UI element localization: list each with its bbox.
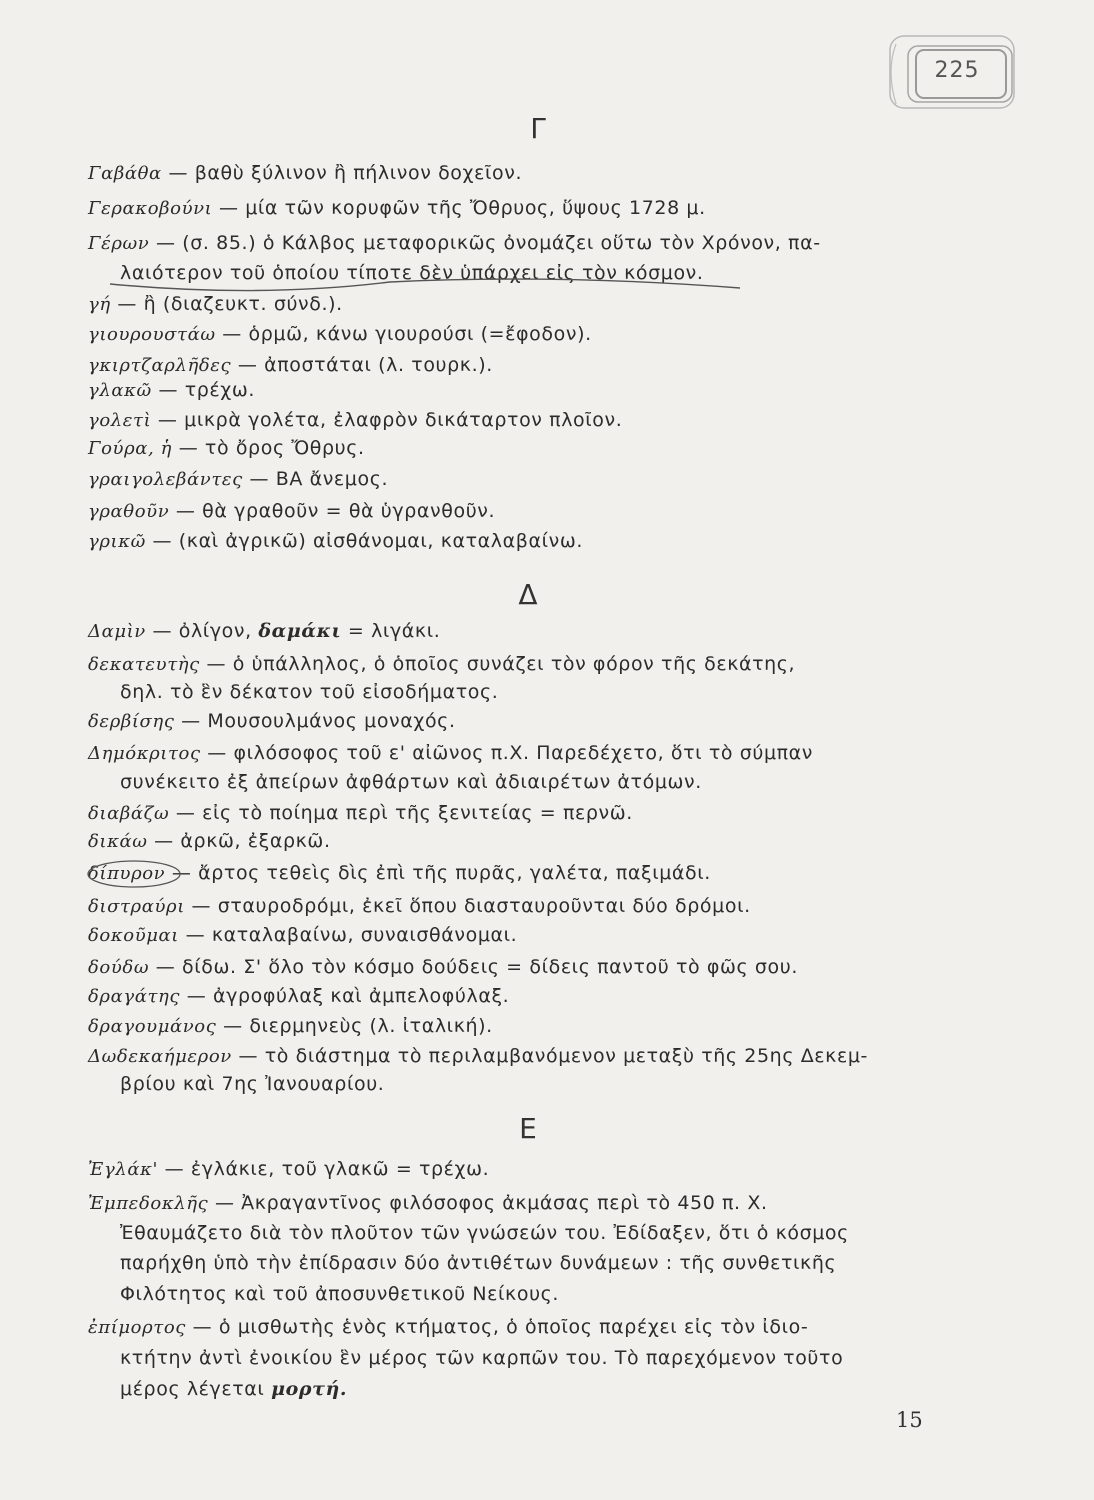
entry-term: γιουρουστάω: [88, 324, 216, 345]
entry-term: γραιγολεβάντες: [88, 469, 243, 490]
entry-definition: — ἀγροφύλαξ καὶ ἀμπελοφύλαξ.: [186, 985, 510, 1007]
entry-definition-continuation: δηλ. τὸ ἓν δέκατον τοῦ εἰσοδήματος.: [120, 681, 499, 703]
entry-definition: — Ἀκραγαντῖνος φιλόσοφος ἀκμάσας περὶ τὸ 450 π. Χ.: [214, 1192, 768, 1214]
entry-gkirtzarlides: [88, 354, 493, 376]
entry-definition: — ὁ μισθωτὴς ἑνὸς κτήματος, ὁ ὁποῖος παρέχει εἰς τὸν ἰδιο-: [192, 1316, 809, 1338]
entry-dimokritos-continuation: [120, 771, 702, 793]
entry-dodekaimeron-continuation: [120, 1073, 384, 1095]
entry-definition: — βαθὺ ξύλινον ἢ πήλινον δοχεῖον.: [168, 162, 523, 184]
entry-definition: — εἰς τὸ ποίημα περὶ τῆς ξενιτείας = περνῶ.: [175, 802, 633, 824]
entry-dragoumanos: [88, 1015, 493, 1037]
entry-definition: — Μουσουλμάνος μοναχός.: [181, 710, 456, 732]
entry-goleti: [88, 409, 622, 431]
entry-epimortos-continuation-1: [120, 1347, 843, 1369]
entry-definition: — μικρὰ γολέτα, ἐλαφρὸν δικάταρτον πλοῖον.: [157, 409, 623, 431]
entry-term: Δωδεκαήμερον: [88, 1046, 232, 1067]
entry-definition: — ὁ ὑπάλληλος, ὁ ὁποῖος συνάζει τὸν φόρον τῆς δεκάτης,: [206, 653, 796, 675]
entry-term: διστραύρι: [88, 896, 185, 917]
entry-definition-tail: = λιγάκι.: [347, 620, 441, 642]
entry-definition: — ἢ (διαζευκτ. σύνδ.).: [117, 293, 343, 315]
entry-gerakovouni: [88, 197, 706, 219]
entry-term: δερβίσης: [88, 711, 175, 732]
entry-term: Γαβάθα: [88, 163, 162, 184]
entry-definition-continuation: Ἐθαυμάζετο διὰ τὸν πλοῦτον τῶν γνώσεών του. Ἐδίδαξεν, ὅτι ὁ κόσμος: [120, 1222, 849, 1244]
entry-epimortos: [88, 1316, 808, 1338]
entry-definition: — τρέχω.: [158, 379, 255, 401]
entry-glako: [88, 379, 255, 401]
entry-diavazo: [88, 802, 633, 824]
entry-term: γρικῶ: [88, 531, 146, 552]
entry-definition: — μία τῶν κορυφῶν τῆς Ὄθρυος, ὕψους 1728 μ.: [218, 197, 706, 219]
entry-term: γκιρτζαρλῆδες: [88, 355, 232, 376]
entry-dekateftis: [88, 653, 795, 675]
entry-giouroustao: [88, 323, 592, 345]
entry-definition-continuation: μέρος λέγεται: [120, 1378, 265, 1400]
pencil-circle-icon: [84, 857, 184, 891]
entry-emphasis: μορτή.: [271, 1378, 348, 1400]
entry-graigolevantes: [88, 468, 388, 490]
entry-geron: [88, 232, 821, 254]
entry-term: δούδω: [88, 957, 150, 978]
entry-definition: — τὸ διάστημα τὸ περιλαμβανόμενον μεταξὺ τῆς 25ης Δεκεμ-: [238, 1045, 868, 1067]
entry-grathoun: [88, 500, 495, 522]
entry-definition-continuation: παρήχθη ὑπὸ τὴν ἐπίδρασιν δύο ἀντιθέτων δυνάμεων : τῆς συνθετικῆς: [120, 1252, 837, 1274]
entry-definition: — σταυροδρόμι, ἐκεῖ ὅπου διασταυροῦνται δύο δρόμοι.: [191, 895, 751, 917]
entry-gi: [88, 293, 343, 315]
entry-definition: — ἀρκῶ, ἐξαρκῶ.: [154, 830, 331, 852]
entry-definition: — ἀποστάται (λ. τουρκ.).: [237, 354, 493, 376]
entry-emphasis: δαμάκι: [258, 620, 342, 642]
entry-dervisis: [88, 710, 456, 732]
entry-griko: [88, 530, 583, 552]
entry-definition-continuation: κτήτην ἀντὶ ἐνοικίου ἓν μέρος τῶν καρπῶν του. Τὸ παρεχόμενον τοῦτο: [120, 1347, 844, 1369]
entry-term: δικάω: [88, 831, 148, 852]
entry-definition: — ὀλίγον,: [152, 620, 252, 642]
entry-empedoklis-continuation-1: [120, 1222, 849, 1244]
entry-definition-continuation: συνέκειτο ἐξ ἀπείρων ἀφθάρτων καὶ ἀδιαιρέτων ἀτόμων.: [120, 771, 702, 793]
entry-epimortos-continuation-2: [120, 1378, 347, 1400]
entry-definition: — τὸ ὄρος Ὄθρυς.: [178, 437, 365, 459]
entry-definition: — ΒΑ ἄνεμος.: [249, 468, 389, 490]
entry-dekateftis-continuation: [120, 681, 498, 703]
entry-term: δίπυρον: [88, 863, 166, 884]
entry-term: δεκατευτὴς: [88, 654, 200, 675]
entry-definition: — (σ. 85.) ὁ Κάλβος μεταφορικῶς ὀνομάζει οὕτω τὸν Χρόνον, πα-: [156, 232, 821, 254]
entry-term: δραγάτης: [88, 986, 181, 1007]
section-letter-delta: Δ: [518, 578, 538, 611]
entry-term: γλακῶ: [88, 380, 152, 401]
entry-term: Γερακοβούνι: [88, 198, 213, 219]
entry-definition-continuation: λαιότερον τοῦ ὁποίου τίποτε δὲν ὑπάρχει εἰς τὸν κόσμον.: [120, 262, 704, 284]
entry-definition: — (καὶ ἀγρικῶ) αἰσθάνομαι, καταλαβαίνω.: [152, 530, 583, 552]
entry-definition: — φιλόσοφος τοῦ ε' αἰῶνος π.Χ. Παρεδέχετο, ὅτι τὸ σύμπαν: [207, 742, 814, 764]
entry-dodekaimeron: [88, 1045, 868, 1067]
page-number: 15: [896, 1408, 923, 1432]
entry-empedoklis-continuation-3: [120, 1283, 559, 1305]
entry-term: Δαμὶν: [88, 621, 146, 642]
entry-dimokritos: [88, 742, 813, 764]
entry-term: Γέρων: [88, 233, 150, 254]
entry-term: δοκοῦμαι: [88, 925, 179, 946]
entry-dokoumai: [88, 924, 517, 946]
entry-gavatha: [88, 162, 522, 184]
entry-definition: — δίδω. Σ' ὅλο τὸν κόσμο δούδεις = δίδεις παντοῦ τὸ φῶς σου.: [155, 956, 799, 978]
entry-term: Ἐμπεδοκλῆς: [88, 1193, 209, 1214]
entry-damin: [88, 620, 440, 642]
section-letter-epsilon: Ε: [519, 1112, 537, 1145]
entry-term: Δημόκριτος: [88, 743, 201, 764]
entry-dragatis: [88, 985, 509, 1007]
entry-definition: — ἐγλάκιε, τοῦ γλακῶ = τρέχω.: [164, 1158, 490, 1180]
entry-term: γή: [88, 294, 111, 315]
entry-term: γολετὶ: [88, 410, 152, 431]
entry-term: διαβάζω: [88, 803, 170, 824]
entry-term: γραθοῦν: [88, 501, 170, 522]
entry-empedoklis-continuation-2: [120, 1252, 836, 1274]
entry-definition: — διερμηνεὺς (λ. ἰταλική).: [223, 1015, 493, 1037]
entry-definition-continuation: βρίου καὶ 7ης Ἰανουαρίου.: [120, 1073, 385, 1095]
entry-definition: — θὰ γραθοῦν = θὰ ὑγρανθοῦν.: [175, 500, 496, 522]
page-stamp-number: 225: [934, 58, 980, 83]
entry-term: Γούρα, ἡ: [88, 438, 173, 459]
entry-term: Ἐγλάκ': [88, 1159, 159, 1180]
entry-empedoklis: [88, 1192, 768, 1214]
entry-goura: [88, 437, 365, 459]
entry-term: ἐπίμορτος: [88, 1317, 186, 1338]
entry-doudo: [88, 956, 798, 978]
entry-dikao: [88, 830, 331, 852]
entry-term: δραγουμάνος: [88, 1016, 217, 1037]
entry-definition: — καταλαβαίνω, συναισθάνομαι.: [185, 924, 518, 946]
entry-eglak: [88, 1158, 489, 1180]
entry-definition: — ἄρτος τεθεὶς δὶς ἐπὶ τῆς πυρᾶς, γαλέτα, παξιμάδι.: [171, 862, 711, 884]
entry-distavri: [88, 895, 751, 917]
entry-definition-continuation: Φιλότητος καὶ τοῦ ἀποσυνθετικοῦ Νείκους.: [120, 1283, 560, 1305]
entry-definition: — ὁρμῶ, κάνω γιουρούσι (=ἔφοδον).: [222, 323, 592, 345]
section-letter-gamma: Γ: [530, 112, 546, 145]
page-stamp: [878, 30, 1018, 112]
